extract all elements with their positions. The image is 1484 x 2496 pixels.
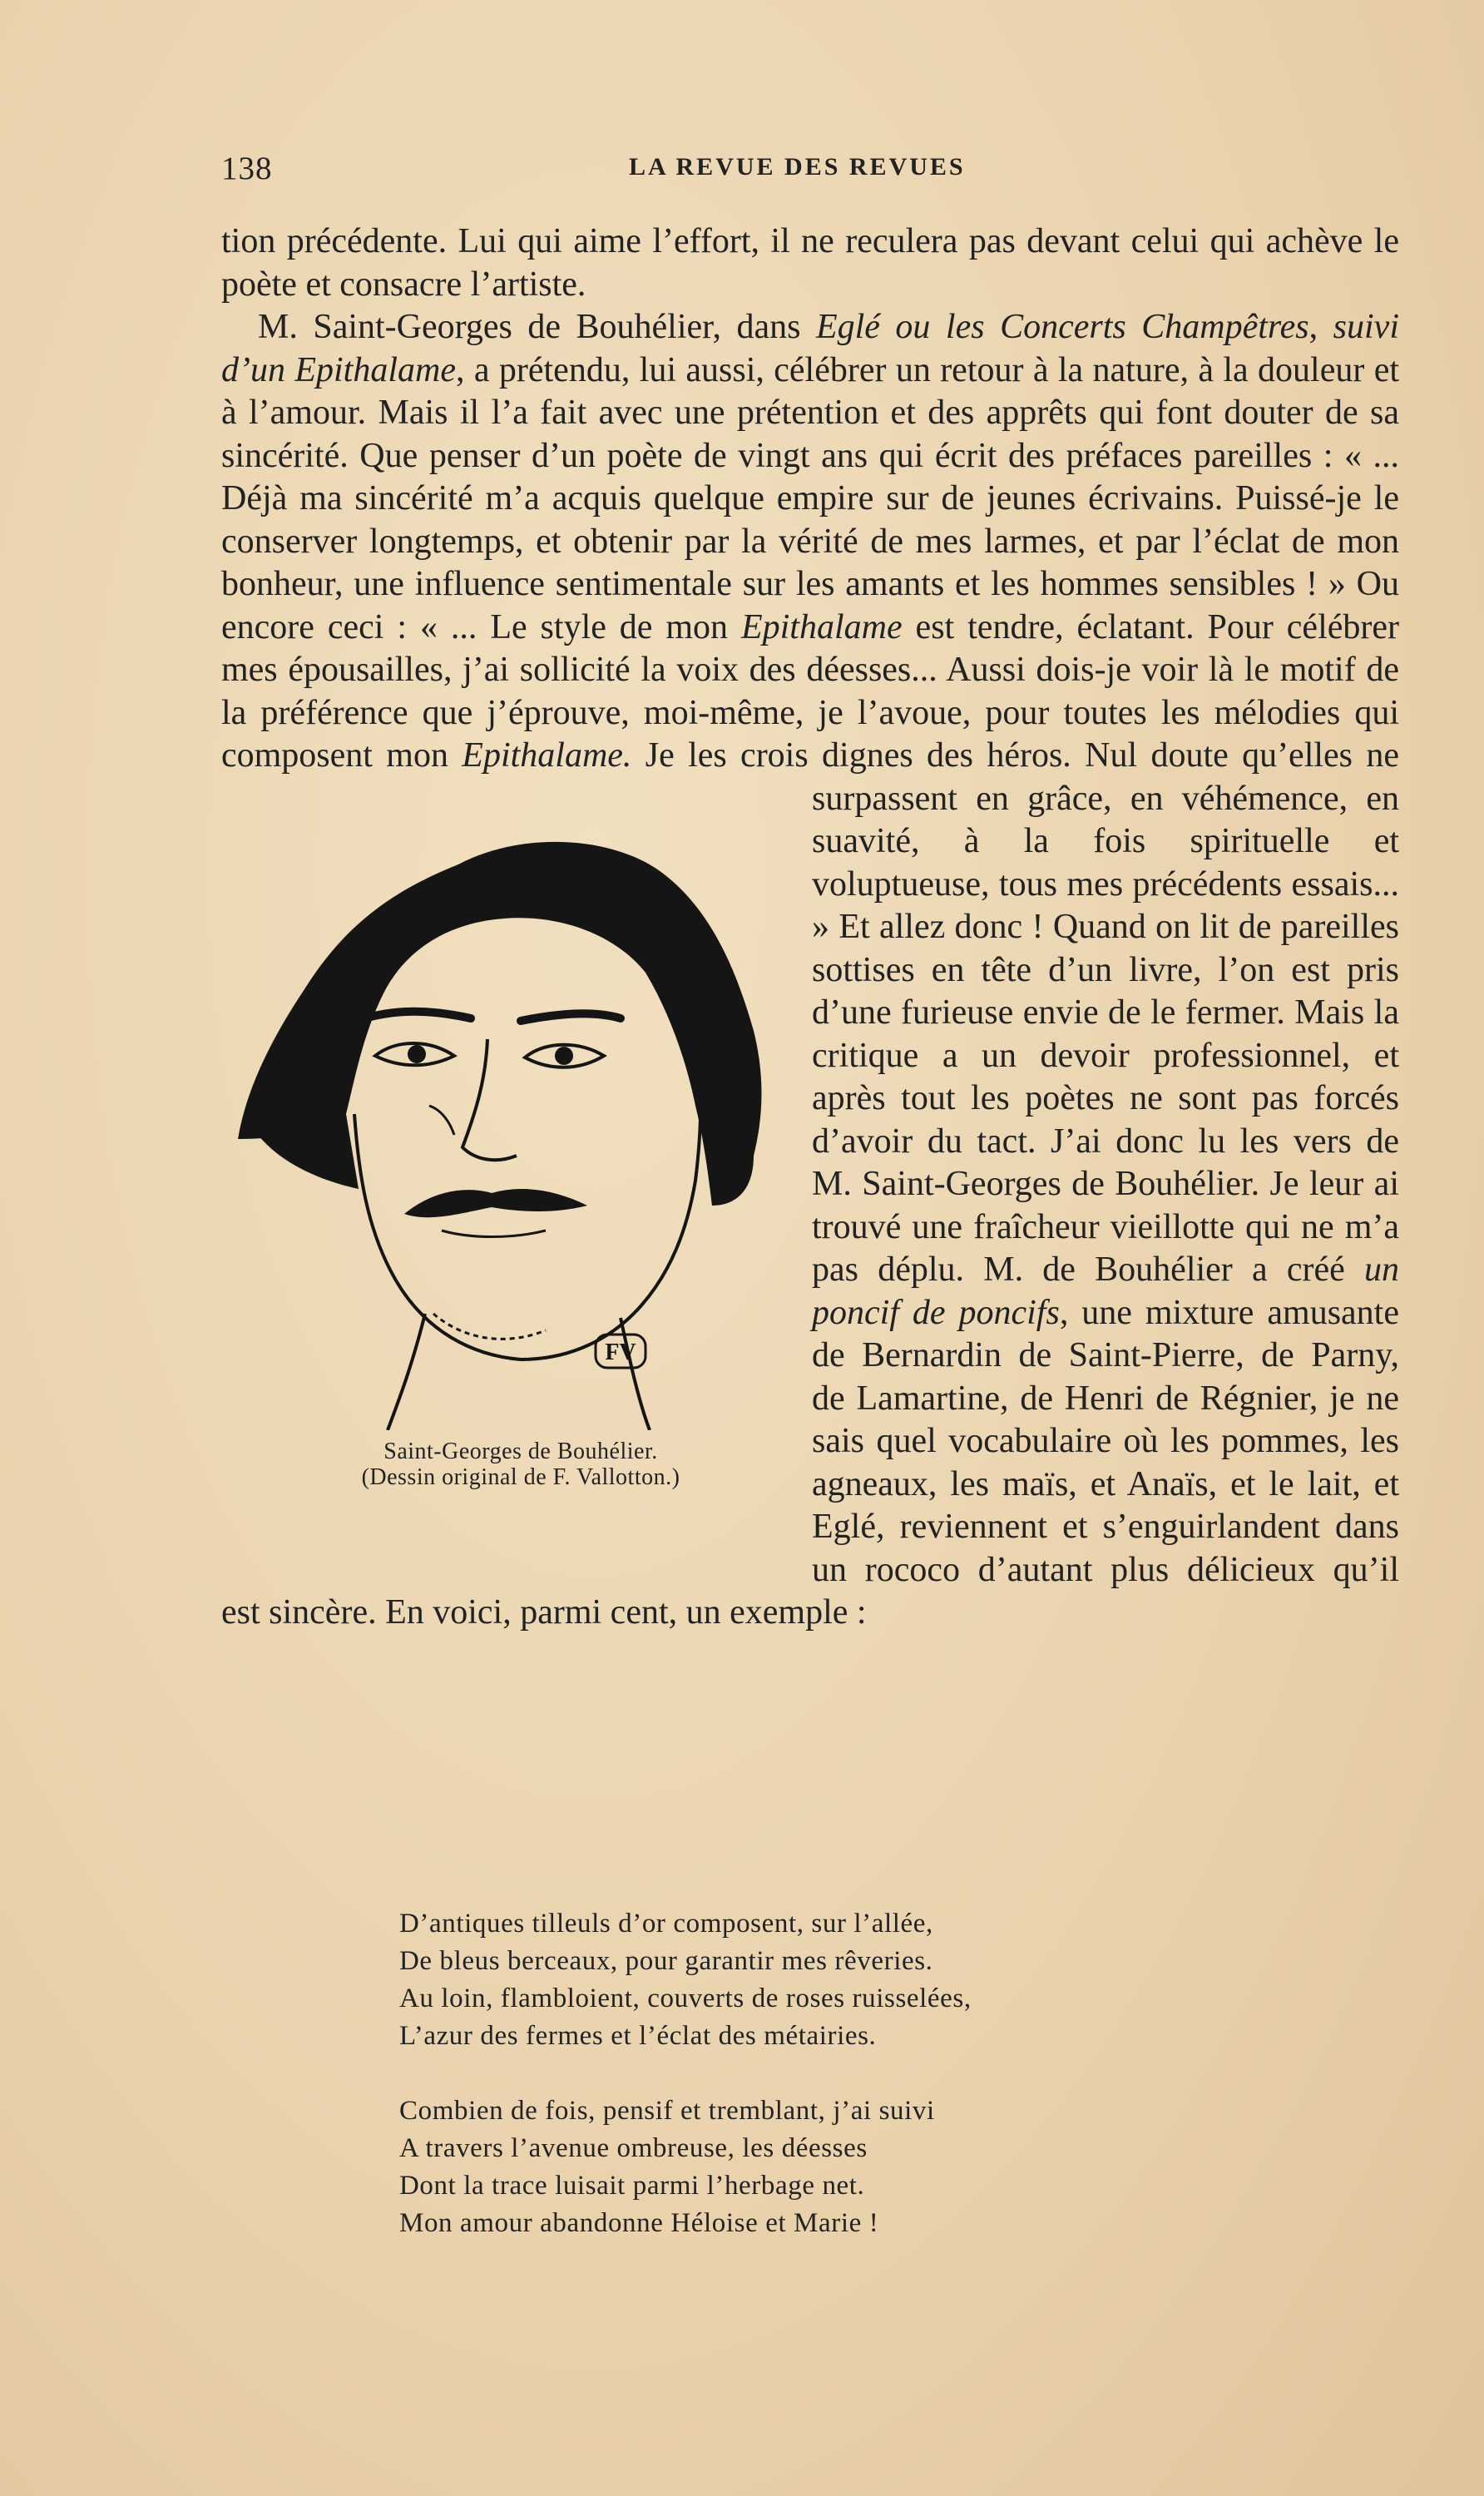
book-title: Eglé ou les Concerts Champêtres <box>815 308 1309 346</box>
text-segment: est tendre, éclatant. Pour célébrer mes épousailles, j’ai sollicité la voix des déesses... Aussi dois-je voir là le motif de la préférence que j’éprouve, moi-même, je l’avoue, pour toutes les mélodies qui composent mon <box>221 607 1399 775</box>
text-segment: , une mixture amusante de Bernardin de Saint-Pierre, de Parny, de Lamartine, de Henri de Régnier, je ne sais quel vocabulaire où les pommes, les agneaux, les maïs, et Anaïs, et le lait, et Eglé, reviennent et s’enguirlandent dans un rococo d’autant plus délicieux qu’il est sincère. En voici, parmi cent, un exemple : <box>221 1293 1399 1632</box>
text-segment: , a prétendu, lui aussi, célébrer un retour à la nature, à la douleur et à l’amour. Mais il l’a fait avec une prétention et des apprêts qui font douter de sa sincérité. Que penser d’un poète de vingt ans qui écrit des préfaces pareilles : « ... Déjà ma sincérité m’a acquis quelque empire sur de jeunes écrivains. Puissé-je le conserver longtemps, et obtenir par la vérité de mes larmes, et par l’éclat de mon bonheur, une influence sentimentale sur les amants et les hommes sensibles ! » Ou encore ceci : « ... Le style de mon <box>221 350 1400 646</box>
caption-line-2: (Dessin original de F. Vallotton.) <box>361 1464 680 1490</box>
portrait-figure <box>221 735 784 1573</box>
page-number: 138 <box>221 151 273 186</box>
text-segment: , <box>1308 308 1333 346</box>
body-text <box>221 220 1399 1635</box>
paragraph-2 <box>221 306 1399 1635</box>
work-title: Epithalame <box>740 607 903 646</box>
verse-line: A travers l’avenue ombreuse, les déesses <box>399 2133 868 2163</box>
verse-line: L’azur des fermes et l’éclat des métairies. <box>399 2021 877 2051</box>
verse-line: Au loin, flambloient, couverts de roses ruisselées, <box>399 1983 972 2013</box>
stanza-1 <box>399 1905 1231 2055</box>
quoted-phrase: un poncif de poncifs <box>812 1250 1399 1332</box>
text-segment: M. Saint-Georges de Bouhélier, dans <box>258 308 816 346</box>
figure-caption <box>221 1439 784 1490</box>
verse-line: D’antiques tilleuls d’or composent, sur l’allée, <box>399 1909 933 1939</box>
page-header <box>221 150 1399 191</box>
monogram-text: FV <box>605 1340 636 1365</box>
work-title: Epithalame. <box>462 736 632 775</box>
verse-line: De bleus berceaux, pour garantir mes rêveries. <box>399 1946 933 1976</box>
verse-line: Dont la trace luisait parmi l’herbage net. <box>399 2171 865 2201</box>
portrait-drawing <box>221 815 784 1430</box>
stanza-2 <box>399 2092 1231 2242</box>
poem-excerpt <box>399 1905 1231 2280</box>
paragraph-1: tion précédente. Lui qui aime l’effort, il ne reculera pas devant celui qui achève le poète et consacre l’artiste. <box>221 222 1399 304</box>
caption-line-1: Saint-Georges de Bouhélier. <box>383 1439 658 1464</box>
text-segment: Je les crois dignes des héros. Nul doute qu’elles ne surpassent en grâce, en véhémence, en suavité, à la fois spirituelle et voluptueuse, tous mes précédents essais... » Et allez donc ! Quand on lit de pareilles sottises en tête d’un livre, l’on est pris d’une furieuse envie de le fermer. Mais la critique a un devoir professionnel, et après tout les poètes ne sont pas forcés d’avoir du tact. J’ai donc lu les vers de M. Saint-Georges de Bouhélier. Je leur ai trouvé une fraîcheur vieillotte qui ne m’a pas déplu. M. de Bouhélier a créé <box>631 736 1399 1289</box>
verse-line: Combien de fois, pensif et tremblant, j’ai suivi <box>399 2096 935 2126</box>
verse-line: Mon amour abandonne Héloise et Marie ! <box>399 2208 879 2238</box>
running-title: LA REVUE DES REVUES <box>629 153 966 181</box>
book-subtitle: suivi d’un Epithalame <box>221 308 1399 389</box>
